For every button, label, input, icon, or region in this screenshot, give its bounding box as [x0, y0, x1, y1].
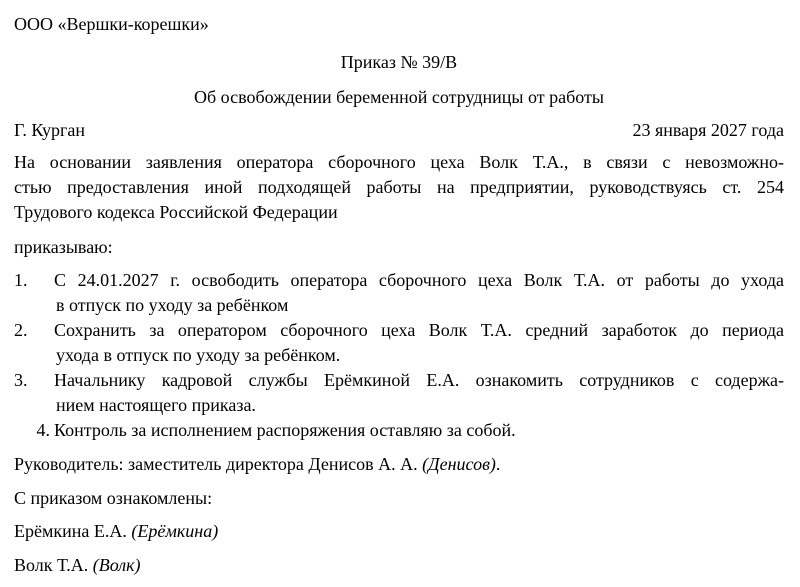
acquainted-name: Волк Т.А. — [14, 555, 93, 575]
acquainted-row-2 — [14, 553, 141, 577]
company-name: ООО «Вершки-корешки» — [14, 14, 209, 34]
basis-line-2: стью предоставления иной подходящей работы на предприятии, руководствуясь ст. 254 — [14, 177, 784, 197]
head-signature-line — [14, 452, 500, 476]
acquainted-label: С приказом ознакомлены: — [14, 488, 213, 508]
order-subject: Об освобождении беременной сотрудницы от работы — [194, 87, 604, 107]
order-date: 23 января 2027 года — [632, 120, 784, 140]
city: Г. Курган — [14, 120, 86, 140]
basis-line-3: Трудового кодекса Российской Федерации — [14, 202, 338, 222]
order-item-3 — [14, 368, 784, 392]
item-number: 4. — [36, 420, 50, 440]
head-signature: (Денисов) — [422, 454, 496, 474]
item-number: 1. — [14, 270, 28, 290]
order-item-4 — [14, 418, 516, 442]
item-text-line-2: нием настоящего приказа. — [56, 395, 256, 415]
order-word: приказываю: — [14, 237, 113, 257]
acquainted-signature: (Ерёмкина) — [131, 521, 219, 541]
item-text-line-1: С 24.01.2027 г. освободить оператора сборочного цеха Волк Т.А. от работы до ухода — [54, 270, 784, 290]
item-text-line-1: Начальнику кадровой службы Ерёмкиной Е.А. ознакомить сотрудников с содержа- — [54, 370, 784, 390]
acquainted-row-1 — [14, 519, 218, 543]
order-item-2 — [14, 318, 784, 342]
item-number: 2. — [14, 320, 28, 340]
acquainted-name: Ерёмкина Е.А. — [14, 521, 132, 541]
item-text-line-1: Контроль за исполнением распоряжения оставляю за собой. — [54, 420, 516, 440]
item-text-line-1: Сохранить за оператором сборочного цеха Волк Т.А. средний заработок до периода — [54, 320, 784, 340]
basis-line-1: На основании заявления оператора сборочного цеха Волк Т.А., в связи с невозможно- — [14, 152, 784, 172]
item-text-line-2: ухода в отпуск по уходу за ребёнком. — [56, 345, 341, 365]
acquainted-signature: (Волк) — [92, 555, 141, 575]
head-dot: . — [495, 454, 501, 474]
order-item-1 — [14, 268, 784, 292]
item-text-line-2: в отпуск по уходу за ребёнком — [56, 295, 289, 315]
item-number: 3. — [14, 370, 28, 390]
order-title: Приказ № 39/В — [340, 52, 458, 72]
place-date-row — [14, 118, 784, 142]
head-text: Руководитель: заместитель директора Денисов А. А. — [14, 454, 423, 474]
